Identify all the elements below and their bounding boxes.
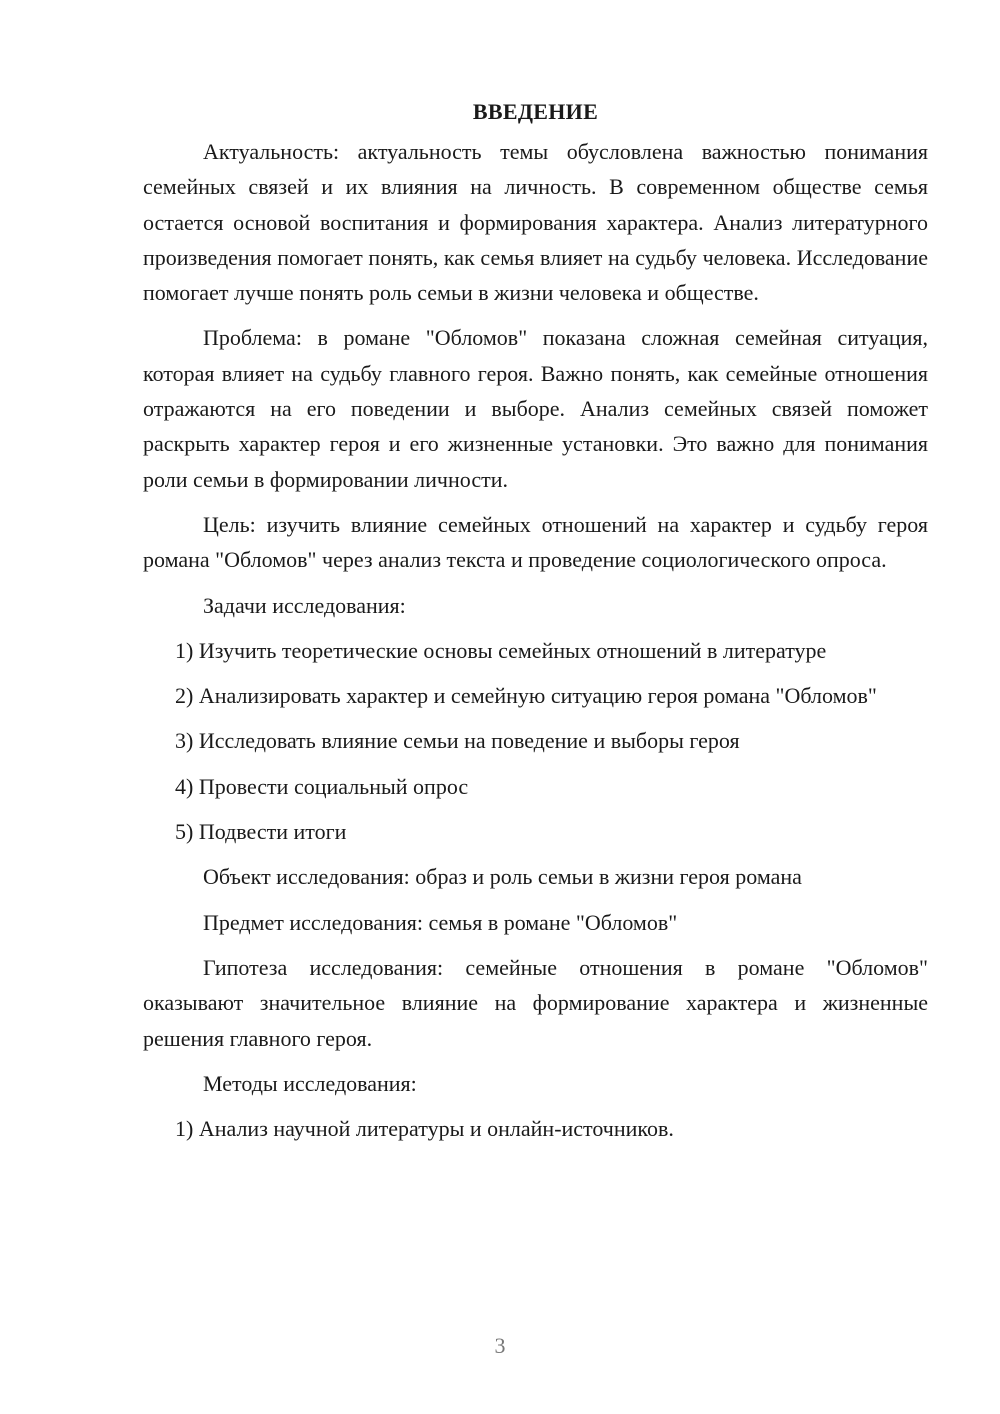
goal-paragraph: Цель: изучить влияние семейных отношений на характер и судьбу героя романа "Обломов" через анализ текста и проведение социологического опроса. (143, 511, 928, 573)
task-item-4: 4) Провести социальный опрос (175, 773, 469, 799)
document-page (143, 94, 928, 1156)
task-item-3: 3) Исследовать влияние семьи на поведение и выборы героя (175, 728, 740, 754)
tasks-heading: Задачи исследования: (203, 592, 406, 618)
subject-line: Предмет исследования: семья в романе "Обломов" (203, 909, 678, 935)
task-item-5: 5) Подвести итоги (175, 819, 347, 845)
object-line: Объект исследования: образ и роль семьи в жизни героя романа (203, 864, 802, 890)
page-number: 3 (494, 1333, 506, 1358)
hypothesis-paragraph: Гипотеза исследования: семейные отношения в романе "Обломов" оказывают значительное влияние на формирование характера и жизненные решения главного героя. (143, 954, 928, 1051)
task-item-2: 2) Анализировать характер и семейную ситуацию героя романа "Обломов" (175, 683, 877, 709)
section-title: ВВЕДЕНИЕ (472, 99, 599, 124)
method-item-1: 1) Анализ научной литературы и онлайн-источников. (175, 1116, 674, 1142)
problem-paragraph: Проблема: в романе "Обломов" показана сложная семейная ситуация, которая влияет на судьбу главного героя. Важно понять, как семейные отношения отражаются на его поведении и выборе. Анализ семейных связей поможет раскрыть характер героя и его жизненные установки. Это важно для понимания роли семьи в формировании личности. (143, 325, 928, 492)
task-item-1: 1) Изучить теоретические основы семейных отношений в литературе (175, 637, 827, 663)
methods-heading: Методы исследования: (203, 1070, 417, 1096)
relevance-paragraph: Актуальность: актуальность темы обусловлена важностью понимания семейных связей и их влияния на личность. В современном обществе семья остается основой воспитания и формирования характера. Анализ литературного произведения помогает понять, как семья влияет на судьбу человека. Исследование помогает лучше понять роль семьи в жизни человека и обществе. (143, 139, 928, 306)
